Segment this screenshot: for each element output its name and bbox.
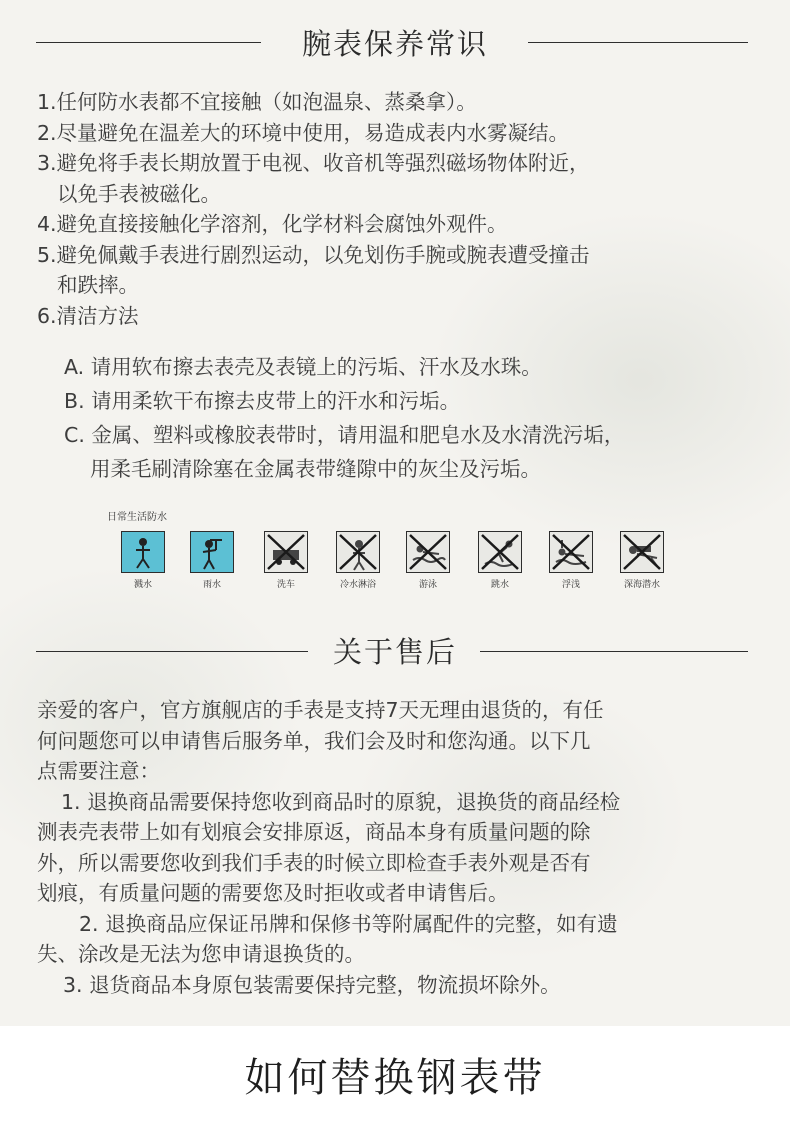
aftersale-section-title: 关于售后: [332, 635, 457, 669]
water-icon-item: [478, 531, 522, 590]
care-item: 6.清洁方法: [37, 303, 139, 328]
car-wash-icon: [264, 531, 308, 573]
care-item: 和跌摔。: [57, 273, 139, 297]
divider-right: [480, 651, 748, 652]
cleaning-list: [64, 350, 624, 486]
aftersale-line: 点需要注意：: [37, 759, 160, 783]
aftersale-line: 2. 退换商品应保证吊牌和保修书等附属配件的完整，如有遗: [79, 911, 618, 936]
aftersale-line: 1. 退换商品需要保持您收到商品时的原貌，退换货的商品经检: [61, 789, 621, 814]
cleaning-item: B. 请用柔软干布擦去皮带上的汗水和污垢。: [64, 389, 461, 413]
water-icon-caption: 浮浅: [561, 580, 580, 590]
care-item: 1.任何防水表都不宜接触（如泡温泉、蒸桑拿）。: [37, 90, 477, 114]
care-item: 以免手表被磁化。: [57, 181, 221, 206]
aftersale-line: 亲爱的客户，官方旗舰店的手表是支持7天无理由退货的，有任: [37, 698, 604, 722]
aftersale-text: [37, 695, 620, 1000]
water-icon-item: [336, 531, 380, 590]
cleaning-item: A. 请用软布擦去表壳及表镜上的污垢、汗水及水珠。: [64, 355, 542, 379]
rain-icon: [190, 531, 234, 573]
care-section-title: 腕表保养常识: [301, 27, 488, 61]
cleaning-item: C. 金属、塑料或橡胶表带时，请用温和肥皂水及水清洗污垢，: [64, 423, 625, 447]
water-icon-item: [620, 531, 664, 590]
snorkel-icon: [549, 531, 593, 573]
water-icon-caption: 冷水淋浴: [339, 580, 376, 590]
care-item: 5.避免佩戴手表进行剧烈运动，以免划伤手腕或腕表遭受撞击: [37, 242, 590, 267]
cleaning-item: 用柔毛刷清除塞在金属表带缝隙中的灰尘及污垢。: [90, 457, 541, 481]
water-icon-caption: 雨水: [202, 580, 221, 590]
replace-band-title: 如何替换钢表带: [244, 1055, 546, 1101]
dive-icon: [478, 531, 522, 573]
water-icon-caption: 游泳: [418, 580, 437, 590]
aftersale-line: 划痕，有质量问题的需要您及时拒收或者申请售后。: [37, 881, 509, 905]
water-icon-item: [264, 531, 308, 590]
water-icon-caption: 洗车: [276, 580, 295, 590]
aftersale-line: 外，所以需要您收到我们手表的时候立即检查手表外观是否有: [37, 850, 591, 875]
aftersale-line: 何问题您可以申请售后服务单，我们会及时和您沟通。以下几: [37, 728, 591, 753]
water-icon-item: [406, 531, 450, 590]
care-item: 3.避免将手表长期放置于电视、收音机等强烈磁场物体附近，: [37, 151, 590, 175]
water-icon-caption: 深海潜水: [623, 580, 660, 590]
swim-icon: [406, 531, 450, 573]
care-item: 4.避免直接接触化学溶剂，化学材料会腐蚀外观件。: [37, 212, 508, 236]
water-icon-caption: 溅水: [133, 580, 152, 590]
water-icon-item: [121, 531, 165, 590]
water-resistance-label: 日常生活防水: [107, 512, 167, 523]
care-list: [37, 87, 590, 331]
divider-right: [528, 42, 748, 43]
aftersale-line: 3. 退货商品本身原包装需要保持完整，物流损坏除外。: [63, 972, 561, 997]
scuba-icon: [620, 531, 664, 573]
care-item: 2.尽量避免在温差大的环境中使用，易造成表内水雾凝结。: [37, 120, 570, 145]
splash-icon: [121, 531, 165, 573]
aftersale-line: 测表壳表带上如有划痕会安排原返，商品本身有质量问题的除: [37, 820, 591, 844]
water-icon-item: [190, 531, 234, 590]
aftersale-section-header: [0, 630, 790, 670]
shower-icon: [336, 531, 380, 573]
water-icon-caption: 跳水: [490, 580, 509, 590]
care-section-header: [0, 22, 790, 62]
aftersale-line: 失、涂改是无法为您申请退换货的。: [37, 942, 365, 966]
water-icon-item: [549, 531, 593, 590]
